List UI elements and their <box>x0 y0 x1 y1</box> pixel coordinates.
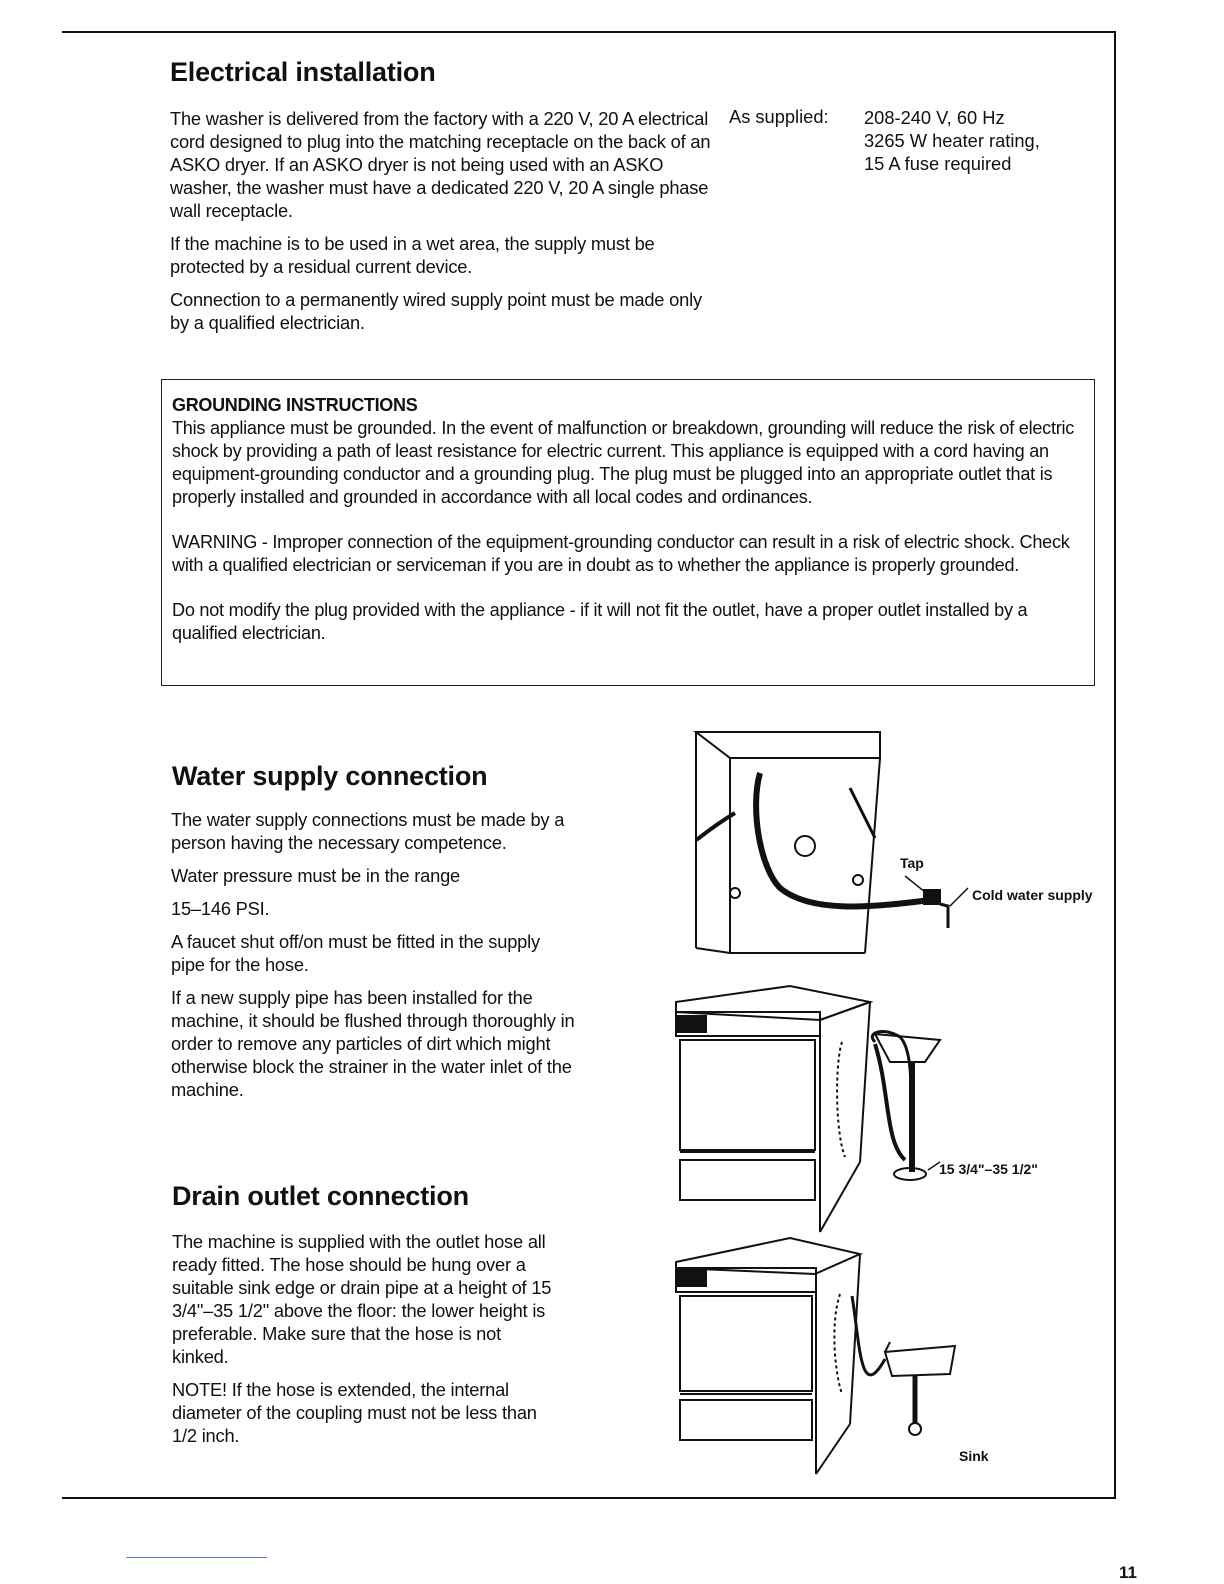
plug-paragraph: Do not modify the plug provided with the appliance - if it will not fit the outlet, have a proper outlet installed by a qualified electrician. <box>172 600 1028 643</box>
right-rule <box>1114 31 1116 1499</box>
standpipe-illustration <box>670 982 945 1232</box>
grounding-box <box>161 379 1095 686</box>
grounding-title: GROUNDING INSTRUCTIONS <box>172 395 418 415</box>
water-paragraph: If a new supply pipe has been installed for the machine, it should be flushed through thoroughly in order to remove any particles of dirt which might otherwise block the strainer in the water inlet of the machine. <box>171 987 575 1100</box>
drain-heading: Drain outlet connection <box>172 1181 469 1211</box>
tap-label: Tap <box>900 855 924 871</box>
supplied-value: 3265 W heater rating, <box>864 130 1040 151</box>
electrical-paragraph: The washer is delivered from the factory with a 220 V, 20 A electrical cord designed to plug into the matching receptacle on the back of an ASKO dryer. If an ASKO dryer is not being used with an ASKO washer, the washer must have a dedicated 220 V, 20 A single phase wall receptacle. <box>170 108 711 221</box>
rear-view-illustration <box>690 728 990 963</box>
drain-paragraph: NOTE! If the hose is extended, the internal diameter of the coupling must not be less than 1/2 inch. <box>172 1379 537 1446</box>
water-paragraph: A faucet shut off/on must be fitted in the supply pipe for the hose. <box>171 931 540 975</box>
water-paragraph: Water pressure must be in the range <box>171 865 461 886</box>
footer-mark <box>126 1557 267 1558</box>
electrical-paragraph: Connection to a permanently wired supply point must be made only by a qualified electrician. <box>170 289 702 333</box>
drain-paragraph: The machine is supplied with the outlet hose all ready fitted. The hose should be hung over a suitable sink edge or drain pipe at a height of 15 3/4"–35 1/2" above the floor: the lower height is preferable. Make sure that the hose is not kinked. <box>172 1231 552 1367</box>
supplied-label: As supplied: <box>729 106 829 127</box>
supplied-value: 208-240 V, 60 Hz <box>864 107 1005 128</box>
supplied-value: 15 A fuse required <box>864 153 1012 174</box>
grounding-paragraph: This appliance must be grounded. In the event of malfunction or breakdown, grounding will reduce the risk of electric shock by providing a path of least resistance for electric current. This appliance is equipped with a cord having an equipment-grounding conductor and a grounding plug. The plug must be plugged into an appropriate outlet that is properly installed and grounded in accordance with all local codes and ordinances. <box>172 418 1075 507</box>
page-number: 11 <box>1119 1563 1137 1582</box>
bottom-rule <box>62 1497 1116 1499</box>
electrical-text <box>170 107 726 344</box>
electrical-heading: Electrical installation <box>170 57 436 87</box>
height-label: 15 3/4"–35 1/2" <box>939 1161 1038 1177</box>
sink-illustration <box>670 1234 960 1484</box>
warning-paragraph: WARNING - Improper connection of the equipment-grounding conductor can result in a risk of electric shock. Check with a qualified electrician or serviceman if you are in doubt as to whether the appliance is properly grounded. <box>172 532 1070 575</box>
top-rule <box>62 31 1116 33</box>
water-heading: Water supply connection <box>172 761 488 791</box>
sink-label: Sink <box>959 1448 989 1464</box>
electrical-paragraph: If the machine is to be used in a wet area, the supply must be protected by a residual current device. <box>170 233 655 277</box>
water-text <box>171 808 596 1111</box>
drain-text <box>172 1230 557 1457</box>
supplied-values <box>864 106 1040 175</box>
cold-water-label: Cold water supply <box>972 887 1093 903</box>
water-paragraph: The water supply connections must be made by a person having the necessary competence. <box>171 809 565 853</box>
water-paragraph: 15–146 PSI. <box>171 898 270 919</box>
